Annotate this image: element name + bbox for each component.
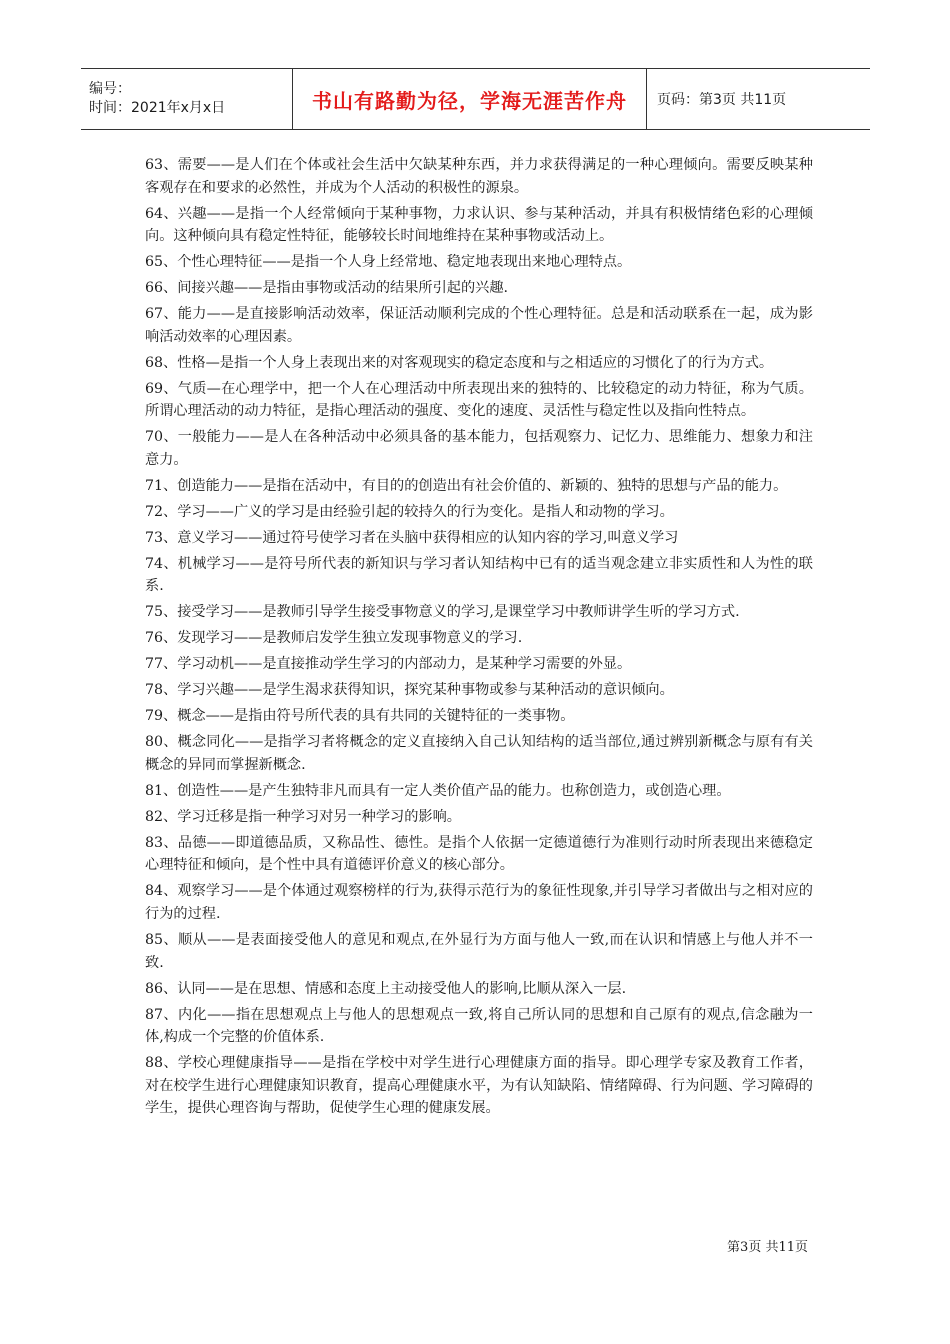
definition-entry: 75、接受学习——是教师引导学生接受事物意义的学习,是课堂学习中教师讲学生听的学习方式. xyxy=(145,604,740,621)
definition-entry: 73、意义学习——通过符号使学习者在头脑中获得相应的认知内容的学习,叫意义学习 xyxy=(145,529,679,546)
header-motto: 书山有路勤为径，学海无涯苦作舟 xyxy=(293,69,647,129)
header-page-number: 页码：第3页 共11页 xyxy=(657,92,787,108)
definition-entry: 83、品德——即道德品质，又称品性、德性。是指个人依据一定德道德行为准则行动时所表现出来德稳定心理特征和倾向，是个性中具有道德评价意义的核心部分。 xyxy=(145,834,813,874)
document-body xyxy=(145,154,813,1123)
footer-page-number: 第3页 共11页 xyxy=(727,1240,808,1255)
definition-entry: 87、内化——指在思想观点上与他人的思想观点一致,将自己所认同的思想和自己原有的观点,信念融为一体,构成一个完整的价值体系. xyxy=(145,1006,813,1046)
definition-entry: 63、需要——是人们在个体或社会生活中欠缺某种东西，并力求获得满足的一种心理倾向。需要反映某种客观存在和要求的必然性，并成为个人活动的积极性的源泉。 xyxy=(145,157,813,196)
definition-entry: 76、发现学习——是教师启发学生独立发现事物意义的学习. xyxy=(145,630,523,647)
definition-entry: 81、创造性——是产生独特非凡而具有一定人类价值产品的能力。也称创造力，或创造心理。 xyxy=(145,782,731,799)
document-date-label: 时间：2021年x月x日 xyxy=(89,100,226,116)
page-header xyxy=(81,68,870,130)
definition-entry: 70、一般能力——是人在各种活动中必须具备的基本能力，包括观察力、记忆力、思维能力、想象力和注意力。 xyxy=(145,429,813,468)
definition-entry: 64、兴趣——是指一个人经常倾向于某种事物，力求认识、参与某种活动，并具有积极情绪色彩的心理倾向。这种倾向具有稳定性特征，能够较长时间地维持在某种事物或活动上。 xyxy=(145,205,813,245)
definition-entry: 82、学习迁移是指一种学习对另一种学习的影响。 xyxy=(145,808,461,825)
header-meta xyxy=(81,69,293,129)
definition-entry: 80、概念同化——是指学习者将概念的定义直接纳入自己认知结构的适当部位,通过辨别新概念与原有有关概念的异同而掌握新概念. xyxy=(145,734,813,773)
definition-entry: 85、顺从——是表面接受他人的意见和观点,在外显行为方面与他人一致,而在认识和情感上与他人并不一致. xyxy=(145,932,813,971)
definition-entry: 68、性格—是指一个人身上表现出来的对客观现实的稳定态度和与之相适应的习惯化了的行为方式。 xyxy=(145,354,774,371)
definition-entry: 84、观察学习——是个体通过观察榜样的行为,获得示范行为的象征性现象,并引导学习者做出与之相对应的行为的过程. xyxy=(145,883,813,923)
definition-entry: 65、个性心理特征——是指一个人身上经常地、稳定地表现出来地心理特点。 xyxy=(145,254,632,271)
definition-entry: 78、学习兴趣——是学生渴求获得知识，探究某种事物或参与某种活动的意识倾向。 xyxy=(145,682,674,699)
definition-entry: 74、机械学习——是符号所代表的新知识与学习者认知结构中已有的适当观念建立非实质性和人为性的联系. xyxy=(145,555,813,595)
document-number-label: 编号： xyxy=(89,81,131,97)
definition-entry: 69、气质—在心理学中，把一个人在心理活动中所表现出来的独特的、比较稳定的动力特征，称为气质。所谓心理活动的动力特征，是指心理活动的强度、变化的速度、灵活性与稳定性以及指向性特点。 xyxy=(145,380,813,420)
definition-entry: 86、认同——是在思想、情感和态度上主动接受他人的影响,比顺从深入一层. xyxy=(145,980,627,997)
definition-entry: 77、学习动机——是直接推动学生学习的内部动力，是某种学习需要的外显。 xyxy=(145,656,632,673)
definition-entry: 66、间接兴趣——是指由事物或活动的结果所引起的兴趣. xyxy=(145,280,509,297)
definition-entry: 88、学校心理健康指导——是指在学校中对学生进行心理健康方面的指导。即心理学专家及教育工作者，对在校学生进行心理健康知识教育，提高心理健康水平，为有认知缺陷、情绪障碍、行为问题、学习障碍的学生，提供心理咨询与帮助，促使学生心理的健康发展。 xyxy=(145,1055,813,1117)
definition-entry: 67、能力——是直接影响活动效率，保证活动顺利完成的个性心理特征。总是和活动联系在一起，成为影响活动效率的心理因素。 xyxy=(145,306,813,345)
definition-entry: 72、学习——广义的学习是由经验引起的较持久的行为变化。是指人和动物的学习。 xyxy=(145,503,674,520)
definition-entry: 71、创造能力——是指在活动中，有目的的创造出有社会价值的、新颖的、独特的思想与产品的能力。 xyxy=(145,477,788,494)
definition-entry: 79、概念——是指由符号所代表的具有共同的关键特征的一类事物。 xyxy=(145,708,575,725)
